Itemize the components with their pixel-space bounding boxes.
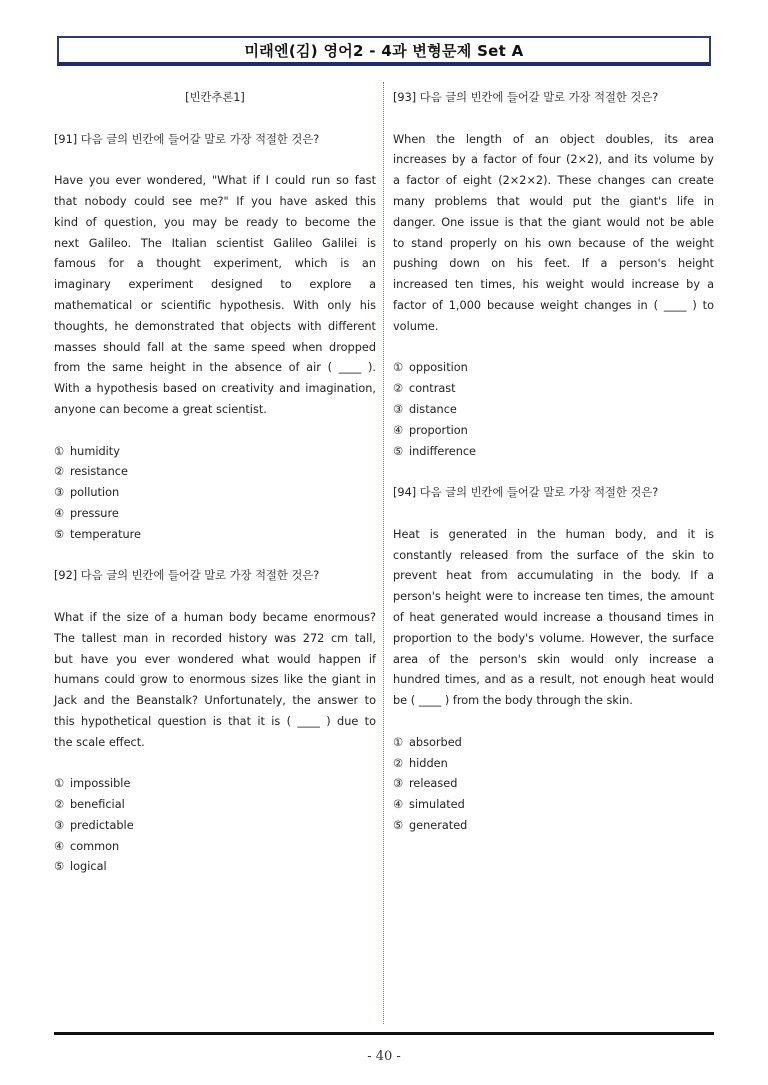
option-number: ②	[393, 382, 404, 396]
passage-line: When the length of an object doubles, its area	[393, 132, 714, 146]
option-number: ①	[393, 361, 404, 375]
passage-line: that nobody could see me?" If you have asked this	[54, 194, 376, 208]
question-93-options	[393, 358, 714, 462]
passage-line: pushing down on his feet. If a person's height	[393, 257, 714, 271]
passage-line: to stand properly on his own because of the weight	[393, 236, 714, 250]
page-number: - 40 -	[367, 1049, 401, 1064]
left-column	[54, 88, 376, 878]
question-92-passage	[54, 608, 376, 754]
option-item[interactable]	[54, 857, 376, 878]
passage-line: Have you ever wondered, "What if I could run so fast	[54, 174, 376, 188]
question-94-passage	[393, 525, 714, 712]
passage-line: danger. One issue is that the giant would not be able	[393, 215, 714, 229]
passage-line: but have you ever wondered what would happen if	[54, 652, 376, 666]
passage-line: imaginary experiment designed to explore a	[54, 278, 376, 292]
passage-line: increased ten times, his weight would increase by a	[393, 278, 714, 292]
passage-line: Jack and the Beanstalk? Unfortunately, the answer to	[54, 694, 376, 708]
passage-line: humans could grow to enormous sizes like the giant in	[54, 673, 376, 687]
option-text: indifference	[409, 444, 477, 458]
right-column	[393, 88, 714, 837]
passage-line: The tallest man in recorded history was 272 cm tall,	[54, 631, 376, 645]
option-item[interactable]	[393, 358, 714, 379]
option-number: ①	[54, 444, 65, 458]
passage-line: thoughts, he demonstrated that objects with different	[54, 319, 376, 333]
passage-line: be ( ____ ) from the body through the skin.	[393, 694, 633, 708]
option-number: ⑤	[54, 860, 65, 874]
passage-line: from the same height in the absence of air ( ____ ).	[54, 361, 376, 375]
option-item[interactable]	[54, 525, 376, 546]
option-number: ④	[54, 839, 65, 853]
option-number: ②	[54, 465, 65, 479]
option-text: predictable	[70, 818, 134, 832]
page-title: 미래엔(김) 영어2 - 4과 변형문제 Set A	[57, 36, 711, 66]
passage-line: factor of 1,000 because weight changes in ( ____ ) to	[393, 298, 714, 312]
option-item[interactable]	[393, 754, 714, 775]
option-number: ⑤	[393, 818, 404, 832]
column-divider	[383, 82, 384, 1024]
option-text: simulated	[409, 798, 465, 812]
passage-line: many problems that would put the giant's life in	[393, 194, 714, 208]
passage-line: the scale effect.	[54, 735, 145, 749]
passage-line: hundred times, and as a result, not enough heat would	[393, 673, 714, 687]
question-94-options	[393, 733, 714, 837]
option-text: hidden	[409, 756, 448, 770]
option-item[interactable]	[393, 421, 714, 442]
option-number: ③	[54, 818, 65, 832]
option-item[interactable]	[54, 462, 376, 483]
passage-line: Heat is generated in the human body, and it is	[393, 527, 714, 541]
option-text: generated	[409, 818, 468, 832]
question-93-heading: [93] 다음 글의 빈칸에 들어갈 말로 가장 적절한 것은?	[393, 91, 659, 104]
option-text: pollution	[70, 486, 120, 500]
passage-line: person's height were to increase ten times, the amount	[393, 590, 714, 604]
passage-line: constantly released from the surface of the skin to	[393, 548, 714, 562]
option-item[interactable]	[393, 733, 714, 754]
option-text: impossible	[70, 777, 131, 791]
passage-line: this hypothetical question is that it is ( ____ ) due to	[54, 714, 376, 728]
option-item[interactable]	[393, 816, 714, 837]
option-number: ③	[54, 486, 65, 500]
passage-line: volume.	[393, 319, 439, 333]
option-item[interactable]	[54, 795, 376, 816]
passage-line: masses should fall at the same speed when dropped	[54, 340, 376, 354]
option-number: ①	[54, 777, 65, 791]
option-number: ①	[393, 735, 404, 749]
option-text: humidity	[70, 444, 120, 458]
footer-rule	[54, 1032, 714, 1035]
option-text: absorbed	[409, 735, 462, 749]
question-93-passage	[393, 130, 714, 338]
option-text: distance	[409, 402, 457, 416]
option-item[interactable]	[54, 774, 376, 795]
question-94-heading: [94] 다음 글의 빈칸에 들어갈 말로 가장 적절한 것은?	[393, 486, 659, 500]
option-text: logical	[70, 860, 107, 874]
option-text: pressure	[70, 506, 119, 520]
passage-line: area of the person's skin would only increase a	[393, 652, 714, 666]
option-item[interactable]	[54, 483, 376, 504]
option-number: ⑤	[54, 527, 65, 541]
option-text: temperature	[70, 527, 142, 541]
passage-line: a factor of eight (2×2×2). These changes can create	[393, 174, 714, 188]
option-number: ④	[54, 506, 65, 520]
question-91-passage	[54, 171, 376, 421]
passage-line: proportion to the body's volume. However, the surface	[393, 631, 714, 645]
passage-line: of heat generated would increase a thousand times in	[393, 610, 714, 624]
option-number: ⑤	[393, 444, 404, 458]
option-number: ③	[393, 777, 404, 791]
option-number: ③	[393, 402, 404, 416]
question-91-heading: [91] 다음 글의 빈칸에 들어갈 말로 가장 적절한 것은?	[54, 132, 320, 146]
passage-line: increases by a factor of four (2×2), and its volume by	[393, 153, 714, 167]
option-item[interactable]	[54, 442, 376, 463]
option-number: ④	[393, 423, 404, 437]
option-number: ②	[54, 798, 65, 812]
option-item[interactable]	[54, 837, 376, 858]
option-text: opposition	[409, 361, 468, 375]
option-item[interactable]	[393, 795, 714, 816]
option-text: proportion	[409, 423, 468, 437]
option-text: resistance	[70, 465, 128, 479]
passage-line: What if the size of a human body became enormous?	[54, 610, 376, 624]
passage-line: anyone can become a great scientist.	[54, 402, 267, 416]
option-item[interactable]	[54, 504, 376, 525]
passage-line: mathematical or scientific hypothesis. With only his	[54, 298, 376, 312]
passage-line: next Galileo. The Italian scientist Galileo Galilei is	[54, 236, 376, 250]
option-item[interactable]	[393, 442, 714, 463]
option-number: ④	[393, 798, 404, 812]
option-text: contrast	[409, 382, 456, 396]
question-92-heading: [92] 다음 글의 빈칸에 들어갈 말로 가장 적절한 것은?	[54, 569, 320, 583]
question-92-options	[54, 774, 376, 878]
passage-line: famous for a thought experiment, which is an	[54, 257, 376, 271]
question-91-options	[54, 442, 376, 546]
option-item[interactable]	[393, 379, 714, 400]
option-text: released	[409, 777, 458, 791]
option-text: common	[70, 839, 120, 853]
option-text: beneficial	[70, 798, 125, 812]
passage-line: kind of question, you may be ready to become the	[54, 215, 376, 229]
option-item[interactable]	[393, 774, 714, 795]
option-item[interactable]	[54, 816, 376, 837]
passage-line: With a hypothesis based on creativity and imagination,	[54, 382, 376, 396]
option-item[interactable]	[393, 400, 714, 421]
option-number: ②	[393, 756, 404, 770]
section-label: [빈칸추론1]	[185, 91, 245, 104]
passage-line: prevent heat from accumulating in the body. If a	[393, 569, 714, 583]
